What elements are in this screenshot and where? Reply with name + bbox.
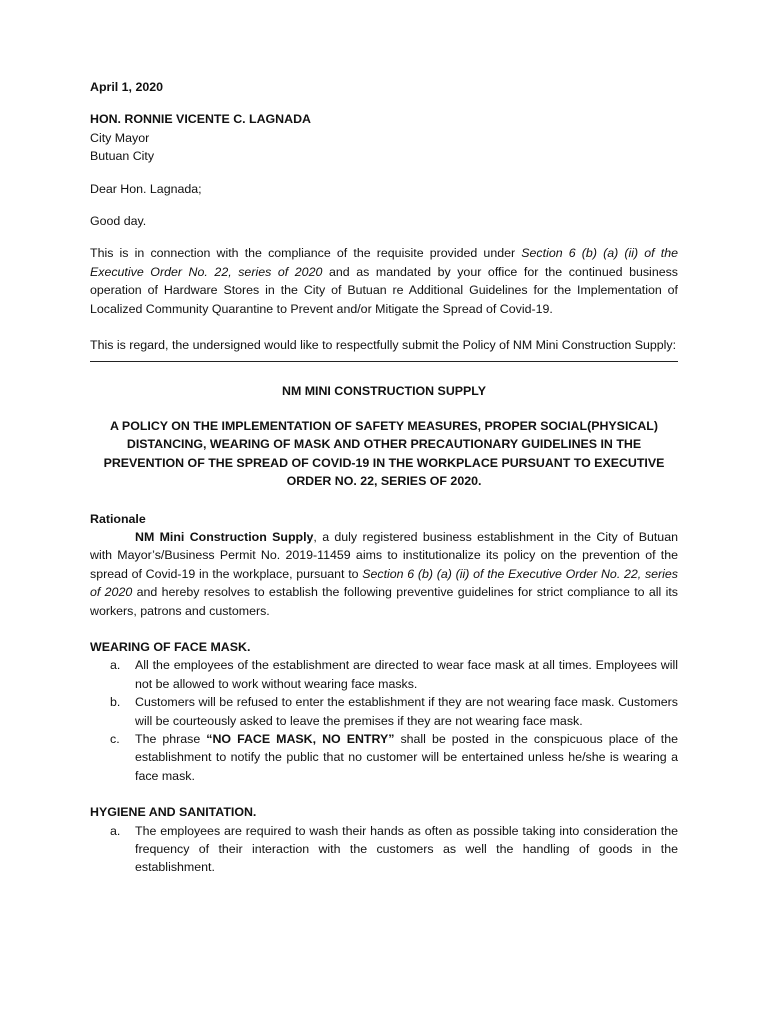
list-item-text: Customers will be refused to enter the establishment if they are not wearing face mask. Customers will be courteously asked to leave the premises if they are not wearing face mask. [135,695,678,728]
policy-title: A POLICY ON THE IMPLEMENTATION OF SAFETY MEASURES, PROPER SOCIAL(PHYSICAL) DISTANCING, WEARING OF MASK AND OTHER PRECAUTIONARY GUIDELINES IN THE PREVENTION OF THE SPREAD OF COVID-19 IN THE WORKPLACE PURSUANT TO EXECUTIVE ORDER NO. 22, SERIES OF 2020. [103,418,665,489]
list-marker: c. [110,731,120,746]
intro-legal-reference: Section 6 (b) (a) (ii) of the Executive Order No. 22, series of 2020 [90,246,678,279]
list-item [90,730,678,785]
addressee-position: City Mayor [90,130,150,145]
list-item-text-post: shall be posted in the conspicuous place of the establishment to notify the public that no customer will be entertained unless he/she is wearing a face mask. [135,731,678,783]
intro-text-1: This is in connection with the compliance of the requisite provided under [90,246,522,261]
list-item [90,693,678,730]
salutation: Dear Hon. Lagnada; [90,181,202,196]
rationale-text-1: , a duly registered business establishment in the City of Butuan with Mayor’s/Business Permit No. 2019-11459 aims to institutionalize its policy on the prevention of the spread of Covid-19 in the workplace, pursuant to [90,529,678,581]
list-marker: a. [110,823,121,838]
divider-line [90,361,678,362]
rationale-section [90,510,678,620]
policy-organization: NM MINI CONSTRUCTION SUPPLY [282,384,486,399]
hygiene-section [90,803,678,877]
submission-paragraph: This is regard, the undersigned would like to respectfully submit the Policy of NM Mini Construction Supply: [90,338,677,353]
addressee-city: Butuan City [90,149,155,164]
list-item [90,656,678,693]
addressee-name: HON. RONNIE VICENTE C. LAGNADA [90,112,311,127]
rationale-text-2: and hereby resolves to establish the following preventive guidelines for strict compliance to all its workers, patrons and customers. [90,585,678,618]
greeting: Good day. [90,214,147,229]
list-item-text: All the employees of the establishment are directed to wear face mask at all times. Employees will not be allowed to work without wearing face masks. [135,658,678,691]
hygiene-list [90,822,678,877]
intro-text-2: and as mandated by your office for the continued business operation of Hardware Stores in the City of Butuan re Additional Guidelines for the Implementation of Localized Community Quarantine to Prevent and/or Mitigate the Spread of Covid-19. [90,264,678,316]
addressee-block [90,110,678,165]
face-mask-list [90,656,678,785]
hygiene-heading: HYGIENE AND SANITATION. [90,805,257,820]
rationale-company: NM Mini Construction Supply [135,529,314,544]
letter-date: April 1, 2020 [90,80,164,94]
rationale-paragraph [90,528,678,620]
rationale-legal-reference: Section 6 (b) (a) (ii) of the Executive Order No. 22, series of 2020 [90,566,678,600]
face-mask-section [90,638,678,785]
rationale-heading: Rationale [90,511,146,526]
list-marker: b. [110,695,121,710]
no-mask-no-entry-phrase: “NO FACE MASK, NO ENTRY” [206,731,395,746]
face-mask-heading: WEARING OF FACE MASK. [90,639,251,654]
intro-paragraph [90,244,678,318]
list-item-text: The employees are required to wash their hands as often as possible taking into consideration the frequency of their interaction with the customers as well the handling of goods in the establishment. [135,823,678,875]
list-item [90,822,678,877]
list-item-text-pre: The phrase [135,731,207,746]
list-marker: a. [110,658,121,673]
